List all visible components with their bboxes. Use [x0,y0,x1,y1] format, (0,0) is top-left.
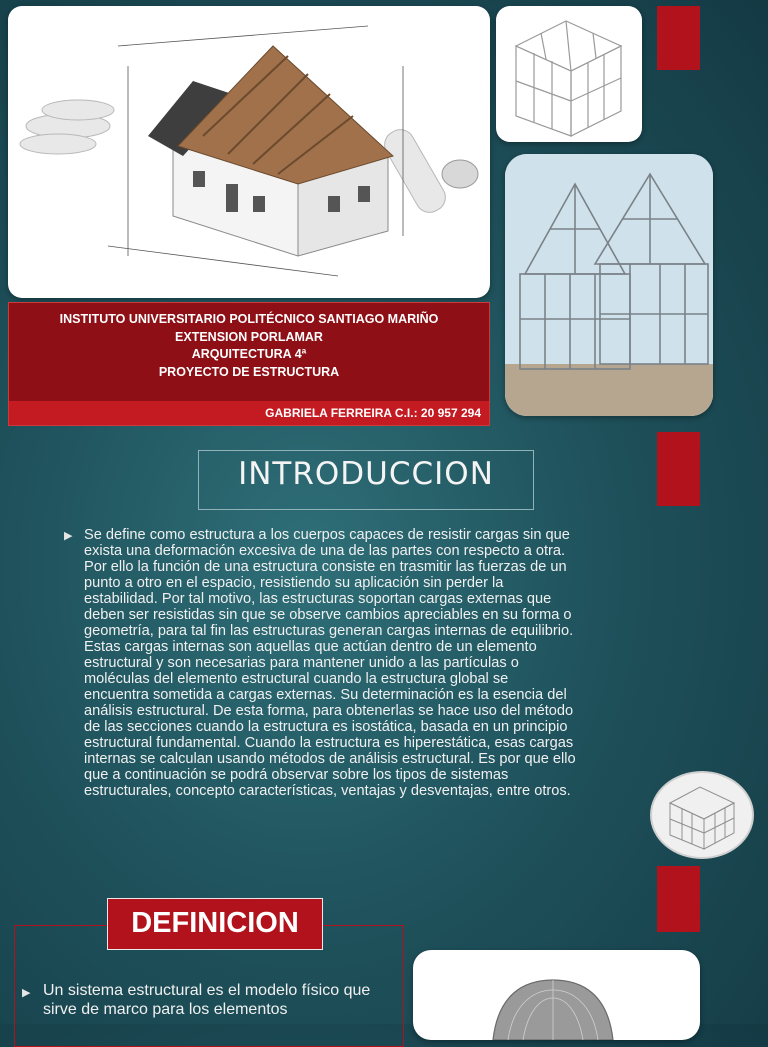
house-blueprint-image [8,6,490,298]
intro-line: encuentra sometida a cargas externas. Su determinación es la esencia del [84,687,567,703]
intro-line: moléculas del elemento estructural cuando la estructura global se [84,671,509,687]
intro-heading-box [198,450,534,510]
extension-name: EXTENSION PORLAMAR [175,329,323,344]
career-name: ARQUITECTURA 4ª [191,347,307,361]
intro-line: que a continuación se podrá observar sobre los tipos de sistemas [84,767,509,783]
definition-line: Un sistema estructural es el modelo físico que [43,982,371,999]
intro-line: deben ser resistidas sin que se observe cambios apreciables en su forma o [84,607,572,623]
definition-paragraph [43,981,403,1019]
triangle-bullet-icon: ▶ [22,987,31,999]
intro-line: estabilidad. Por tal motivo, las estructuras soportan cargas externas que [84,591,552,607]
intro-line: análisis estructural. De esta forma, para obtenerlas se hace uso del método [84,703,574,719]
intro-line: punto a otro en el espacio, resistiendo su aplicación sin perder la [84,575,504,591]
author-name: GABRIELA FERREIRA C.I.: 20 957 294 [265,406,481,420]
title-lines [9,303,489,381]
accent-bar-bottom [657,866,700,932]
definition-line: sirve de marco para los elementos [43,1001,288,1018]
intro-line: estructural y son necesarias para mantener unido a las partículas o [84,655,519,671]
steel-construction-photo [505,154,713,416]
intro-paragraph [84,527,654,799]
institute-name: INSTITUTO UNIVERSITARIO POLITÉCNICO SANTIAGO MARIÑO [59,312,439,326]
dome-structure-image [413,950,700,1040]
accent-bar-top [657,6,700,70]
intro-line: geometría, para tal fin las estructuras generan cargas internas de equilibrio. [84,623,574,639]
intro-line: Estas cargas internas son aquellas que actúan dentro de un elemento [84,639,537,655]
triangle-bullet-icon: ▶ [64,530,73,542]
frame-oval-image [652,773,752,857]
intro-line: exista una deformación excesiva de una de las partes con respecto a otra. [84,543,566,559]
accent-bar-middle [657,432,700,506]
intro-line: de las secciones cuando la estructura es isostática, basada en un principio [84,719,568,735]
intro-line: Se define como estructura a los cuerpos capaces de resistir cargas sin que [84,527,570,543]
intro-line: estructurales, concepto características, ventajas y desventajas, entre otros. [84,783,571,799]
intro-heading: INTRODUCCION [238,456,494,492]
definition-heading: DEFINICION [131,907,299,939]
intro-line: internas se calculan usando métodos de análisis estructural. Es por que ello [84,751,576,767]
author-bar [9,401,489,425]
steel-frame-house-image [496,6,642,142]
intro-line: Por ello la función de una estructura consiste en trasmitir las fuerzas de un [84,559,567,575]
intro-line: estructural fundamental. Cuando la estructura es hiperestática, esas cargas [84,735,574,751]
definition-heading-box [107,898,323,950]
title-box [8,302,490,426]
project-name: PROYECTO DE ESTRUCTURA [158,364,340,379]
